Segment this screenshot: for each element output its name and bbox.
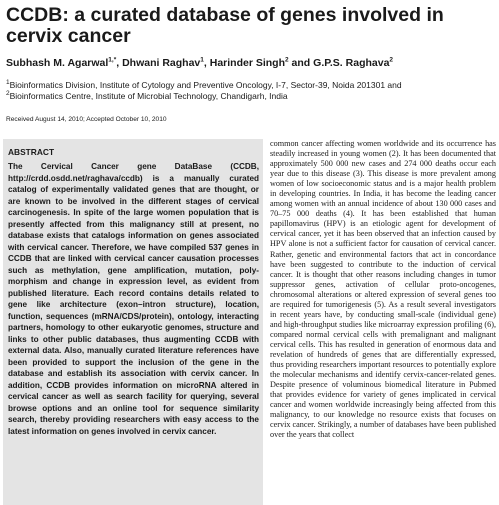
body-text-column: common cancer affecting women worldwide and its occurrence has steadily increased in young women (2). It has been documented that approximately 500 000 new cases and 274 000 deaths occur each year due to this disease (3). This disease is more prevalent among women of low socioeconomic status and is a major health problem in developing countries. In India, it has become the leading cancer among women with an annual incidence of about 130 000 cases and 70–75 000 deaths (4). It has been established that human papillomavirus (HPV) is an etiologic agent for development of cervical cancer, yet it has been observed that an infection caused by HPV alone is not a sufficient factor for causation of cervical cancer. Rather, genetic and environmental factors that act in concordance have been suggested to contribute to the induction of cervical cancer. It is thought that other reasons including changes in tumor suppressor genes, activation of cellular proto-oncogenes, chromosomal alterations or altered expression of several genes too are required for tumorigenesis (5). As a result several investigators in recent years have, by conducting small-scale (individual gene) and high-throughput studies like microarray expression profiling (6), compared normal cervical cells with premalignant and malignant cervical cells. This has resulted in generation of enormous data and revelation of hundreds of genes that are differentially expressed, thus providing researchers important resources to potentially explore the molecular mechanisms and identify cervix-cancer-related genes. Despite presence of voluminous biomedical literature in Pubmed that provides evidence for variety of genes implicated in cervical cancer and women worldwide increasingly being affected from this malignancy, to our knowledge no resource exists that focuses on cervix cancer. Strikingly, a number of databases have been published over the years that collect: [270, 139, 496, 440]
author-list: [6, 57, 496, 69]
author-name: Dhwani Raghav: [122, 57, 201, 69]
author-separator: ,: [203, 57, 210, 69]
affiliation-text: Bioinformatics Division, Institute of Cytology and Preventive Oncology, I-7, Sector-39, Noida 201301 and: [9, 80, 402, 90]
article-title: CCDB: a curated database of genes involved in cervix cancer: [6, 4, 444, 47]
received-accepted-dates: Received August 14, 2010; Accepted October 10, 2010: [6, 116, 167, 123]
author-name: Harinder Singh: [209, 57, 286, 69]
affiliation-text: Bioinformatics Centre, Institute of Microbial Technology, Chandigarh, India: [9, 90, 288, 101]
affiliation-line: [6, 91, 496, 102]
abstract-heading: ABSTRACT: [8, 147, 55, 157]
affiliation-mark: 1: [6, 79, 10, 87]
affiliation-mark: 2: [6, 89, 10, 97]
abstract-panel: [3, 139, 263, 505]
abstract-text: The Cervical Cancer gene DataBase (CCDB, http://crdd.osdd.net/raghava/ccdb) is a manually curated catalog of experimentally validated genes that are thought, or are known to be involved in the different stages of cervical carcinogenesis. In spite of the large women population that is presently affected from this malignancy still at present, no database exists that catalogs information on genes associated with cervical cancer. Therefore, we have compiled 537 genes in CCDB that are linked with cervical cancer causation processes such as methylation, gene amplification, mutation, polymorphism and change in expression level, as evident from published literature. Each record contains details related to gene like architecture (exon–intron structure), location, function, sequences (mRNA/CDS/protein), ontology, interacting partners, homology to other eukaryotic genomes, structure and links to other public databases, thus augmenting CCDB with external data. Also, manually curated literature references have been provided to support the inclusion of the gene in the database and establish its association with cervix cancer. In addition, CCDB provides information on microRNA altered in cervical cancer as well as search facility for querying, several browse options and an online tool for sequence similarity search, thereby providing researchers with easy access to the latest information on genes involved in cervix cancer.: [8, 162, 259, 436]
author-affiliation-mark: 2: [285, 56, 289, 64]
affiliation-line: [6, 80, 496, 91]
corresponding-author-mark: *: [113, 56, 117, 64]
author-affiliation-mark: 1,: [108, 56, 114, 64]
author-affiliation-mark: 2: [389, 56, 394, 64]
author-separator: and: [288, 57, 314, 69]
author-affiliation-mark: 1: [200, 56, 204, 64]
affiliation-list: [6, 80, 496, 101]
author-name: Subhash M. Agarwal: [6, 57, 109, 69]
author-name: G.P.S. Raghava: [313, 57, 390, 69]
author-separator: ,: [116, 57, 123, 69]
